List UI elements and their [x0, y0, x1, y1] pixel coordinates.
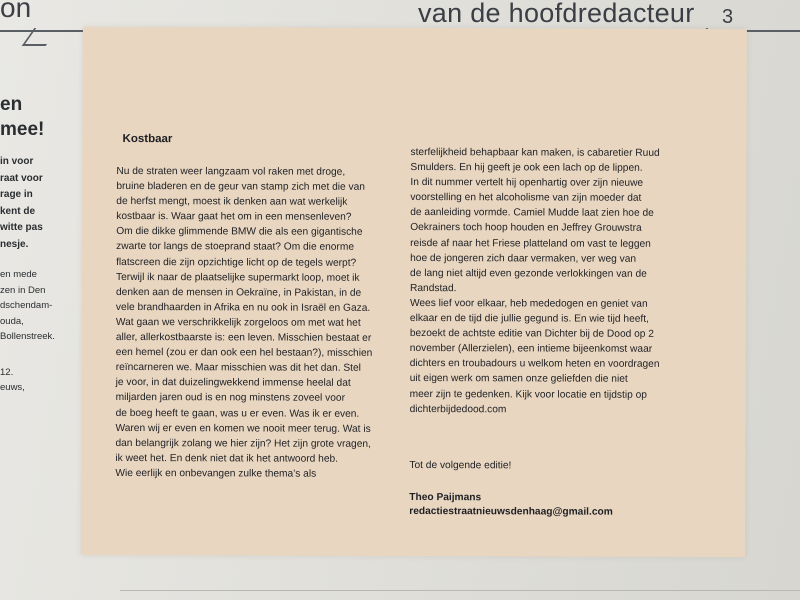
article-line: flatscreen die zijn opzichtige licht op de tegels werpt? [116, 256, 357, 269]
article-line: voorstelling en het alcoholisme van zijn moeder dat [410, 192, 642, 205]
page-number: 3 [722, 6, 734, 28]
article-line: bruine bladeren en de geur van stamp zich met die van [116, 181, 366, 193]
adjacent-plain-text [0, 267, 70, 345]
article-title: Kostbaar [122, 132, 173, 146]
article-line: bezoekt de achtste editie van Dichter bij de Dood op 2 [409, 328, 654, 340]
article-line: Om die dikke glimmende BMW die als een gigantische [116, 226, 363, 239]
adjacent-text-line: kent de [0, 205, 36, 217]
article-line: Randstad. [409, 282, 457, 294]
article-line: denken aan de mensen in Oekraïne, in Pakistan, in de [115, 286, 362, 299]
article-column-left [115, 164, 373, 482]
editorial-box [81, 27, 747, 557]
article-line: In dit nummer vertelt hij openhartig over zijn nieuwe [410, 177, 644, 189]
article-line: miljarden jaren oud is en nog minstens zoveel voor [115, 392, 345, 405]
article-line: ik weet het. En denk niet dat ik het antwoord heb. [115, 452, 339, 465]
article-line: de lang niet altijd even gezonde verlokkingen van de [410, 267, 647, 280]
adjacent-text-line: Bollenstreek. [0, 331, 55, 342]
adjacent-text-line: en mede [0, 269, 37, 280]
article-line: elkaar en de tijd die jullie gegund is. En wie tijd heeft, [409, 313, 649, 325]
article-line: je voor, in dat duizelingwekkend immense heelal dat [115, 377, 351, 390]
article-line: dan belangrijk zolang we hier zijn? Het zijn grote vragen, [115, 437, 371, 450]
adjacent-text-line: zen in Den [0, 284, 46, 296]
article-signoff: Tot de volgende editie! [409, 459, 512, 472]
article-line: reisde af naar het Friese platteland om vast te leggen [410, 237, 651, 250]
adjacent-text-line: 12. [0, 366, 14, 378]
section-title: van de hoofdredacteur [418, 0, 695, 28]
article-line: Wat gaan we verschrikkelijk zorgeloos om met wat het [115, 316, 361, 329]
article-line: kostbaar is. Waar gaat het om in een mensenleven? [116, 211, 352, 224]
article-column-right [410, 145, 661, 418]
adjacent-text-line: dschendam- [0, 300, 53, 311]
article-line: sterfelijkheid behapbaar kan maken, is cabaretier Ruud [410, 146, 660, 159]
adjacent-bold-text [0, 154, 70, 253]
article-line: een hemel (zou er dan ook een hel bestaan?), misschien [115, 347, 373, 359]
adjacent-column-fragment [0, 92, 70, 396]
article-line: Smulders. En hij geeft je ook een lach op de lippen. [410, 162, 643, 174]
article-line: hoe de jongeren zich daar vermaken, ver weg van [410, 252, 637, 265]
article-line: zwarte tor langs de stoeprand staat? Om die enorme [116, 241, 355, 254]
article-author: Theo Paijmans [409, 491, 482, 504]
author-email: redactiestraatnieuwsdenhaag@gmail.com [409, 505, 613, 518]
article-line: uit eigen werk om samen onze geliefden die niet [409, 373, 628, 386]
footer-rule [120, 590, 800, 591]
adjacent-text-line: witte pas [0, 222, 43, 233]
article-line: vele brandhaarden in Afrika en nu ook in Israël en Gaza. [115, 301, 371, 314]
previous-section-title-fragment: on [0, 0, 32, 23]
article-line: reïncarneren we. Maar misschien was dit het dan. Stel [115, 362, 361, 375]
article-line: Nu de straten weer langzaam vol raken met droge, [116, 165, 346, 178]
article-line: Waren wij er even en komen we nooit meer terug. Wat is [115, 422, 371, 435]
article-line: meer zijn te gedenken. Kijk voor locatie en tijdstip op [409, 388, 647, 401]
adjacent-heading [0, 92, 70, 142]
article-line: dichterbijdedood.com [409, 403, 507, 415]
adjacent-date-text [0, 365, 70, 396]
adjacent-text-line: in voor [0, 156, 34, 167]
adjacent-text-line: rage in [0, 189, 33, 200]
adjacent-text-line: euws, [0, 382, 25, 393]
article-line: de aanleiding vormde. Camiel Mudde laat zien hoe de [410, 207, 654, 220]
article-line: de herfst mengt, moest ik denken aan wat werkelijk [116, 196, 348, 208]
article-line: de boeg heeft te gaan, was u er even. Was ik er even. [115, 407, 360, 420]
adjacent-text-line: raat voor [0, 172, 43, 184]
article-line: Terwijl ik naar de plaatselijke supermarkt loop, moet ik [116, 271, 360, 284]
adjacent-text-line: ouda, [0, 315, 24, 327]
article-line: Wie eerlijk en onbevangen zulke thema’s als [115, 467, 317, 480]
adjacent-heading-line: en [0, 94, 23, 115]
adjacent-text-line: nesje. [0, 238, 29, 250]
article-line: Wees lief voor elkaar, heb mededogen en geniet van [409, 297, 648, 310]
article-line: november (Allerzielen), een intieme bijeenkomst waar [409, 343, 653, 356]
article-line: dichters en troubadours u welkom heten en voordragen [409, 358, 660, 371]
adjacent-heading-line: mee! [0, 119, 45, 140]
article-line: Oekrainers toch hoop houden en Jeffrey Grouwstra [410, 222, 642, 235]
article-line: aller, allerkostbaarste is: een leven. Misschien bestaat er [115, 331, 372, 344]
